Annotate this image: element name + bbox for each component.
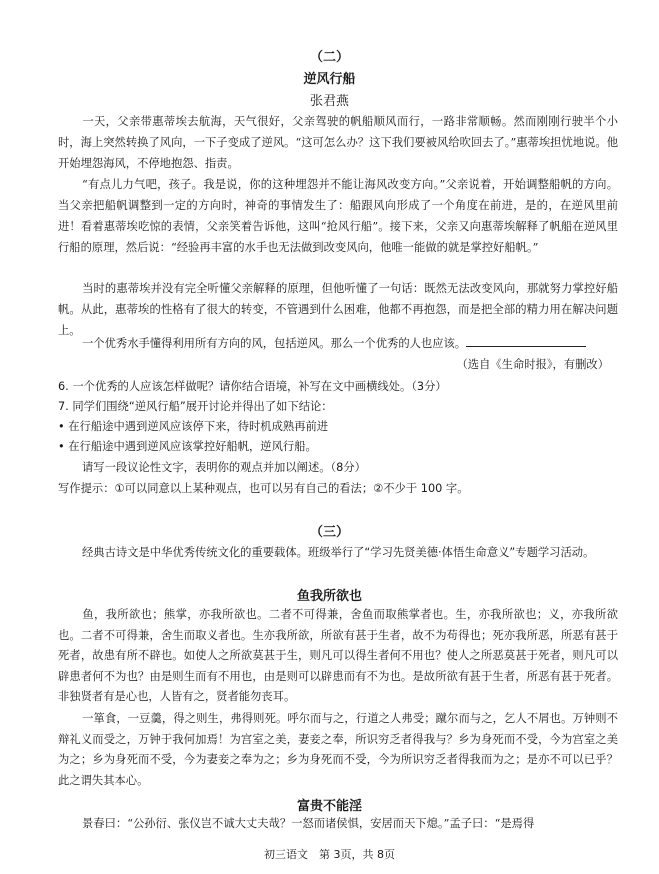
classical-paragraph-2: 一箪食，一豆羹，得之则生，弗得则死。呼尔而与之，行道之人弗受；蹴尔而与之，乞人不屑也。万钟则不辩礼义而受之，万钟于我何加焉！为宫室之美，妻妾之奉，所识穷乏者得我与？乡为身死而不受，今为宫室之美为之；乡为身死而不受，今为妻妾之奉为之；乡为身死而不受，今为所识穷乏者得我而为之；是亦不可以已乎？此之谓失其本心。 [58,712,618,787]
classical-title-1: 鱼我所欲也 [296,589,362,604]
page-footer: 初三语文 第 3页，共 8页 [264,848,395,861]
classical-paragraph-3: 景春曰：“公孙衍、张仪岂不诚大丈夫哉？一怒而诸侯惧，安居而天下熄。”孟子曰：“是焉得 [82,817,535,830]
answer-blank[interactable] [466,334,586,347]
classical-title-2: 富贵不能淫 [296,799,362,814]
section-two-header: （二） [309,50,349,65]
classical-paragraph-1: 鱼，我所欲也；熊掌，亦我所欲也。二者不可得兼，舍鱼而取熊掌者也。生，亦我所欲也；义，亦我所欲也。二者不可得兼，舍生而取义者也。生亦我所欲，所欲有甚于生者，故不为苟得也；死亦我所恶，所恶有甚于死者，故患有所不辟也。如使人之所欲莫甚于生，则凡可以得生者何不用也？使人之所恶莫甚于死者，则凡可以辟患者何不为也？由是则生而有不用也，由是则可以辟患而有不为也。是故所欲有甚于生者，所恶有甚于死者。非独贤者有是心也，人皆有之，贤者能勿丧耳。 [58,608,618,703]
paragraph-4: 一个优秀水手懂得利用所有方向的风，包括逆风。那么一个优秀的人也应该。 [58,333,618,354]
question-7-task: 请写一段议论性文字，表明你的观点并加以阐述。（8分） [82,461,366,474]
section-three-header: （三） [309,525,349,540]
question-6: 6. 一个优秀的人应该怎样做呢？请你结合语境，补写在文中画横线处。（3分） [58,380,447,393]
conclusion-2: • 在行船途中遇到逆风应该掌控好船帆，逆风行船。 [58,440,317,453]
article-title: 逆风行船 [303,72,356,87]
article-author: 张君燕 [309,94,349,109]
writing-hint: 写作提示：①可以同意以上某种观点，也可以另有自己的看法；②不少于 100 字。 [58,482,469,495]
source-note: （选自《生命时报》，有删改） [456,358,609,371]
paragraph-2: “有点儿力气吧，孩子。我是说，你的这种埋怨并不能让海风改变方向。”父亲说着，开始调整船帆的方向。当父亲把船帆调整到一定的方向时，神奇的事情发生了：船跟风向形成了一个角度在前进，是的，在逆风里前进！看着惠蒂埃吃惊的表情，父亲笑着告诉他，这叫“抢风行船”。接下来，父亲又向惠蒂埃解释了帆船在逆风里行船的原理，然后说：“经验再丰富的水手也无法做到改变风向，他唯一能做的就是掌控好船帆。” [58,178,618,254]
paragraph-3: 当时的惠蒂埃并没有完全听懂父亲解释的原理，但他听懂了一句话：既然无法改变风向，那就努力掌控好船帆。从此，惠蒂埃的性格有了很大的转变，不管遇到什么困难，他都不再抱怨，而是把全部的精力用在解决问题上。 [58,282,618,337]
conclusion-1: • 在行船途中遇到逆风应该停下来，待时机成熟再前进 [58,420,329,433]
section-three-intro: 经典古诗文是中华优秀传统文化的重要载体。班级举行了“学习先贤美德·体悟生命意义”专题学习活动。 [82,546,595,559]
paragraph-1: 一天，父亲带惠蒂埃去航海，天气很好，父亲驾驶的帆船顺风而行，一路非常顺畅。然而刚刚行驶半个小时，海上突然转换了风向，一下子变成了逆风。“这可怎么办？这下我们要被风给吹回去了。”惠蒂埃担忧地说。他开始埋怨海风，不停地抱怨、指责。 [58,115,618,170]
question-7: 7. 同学们围绕“逆风行船”展开讨论并得出了如下结论： [58,400,333,413]
